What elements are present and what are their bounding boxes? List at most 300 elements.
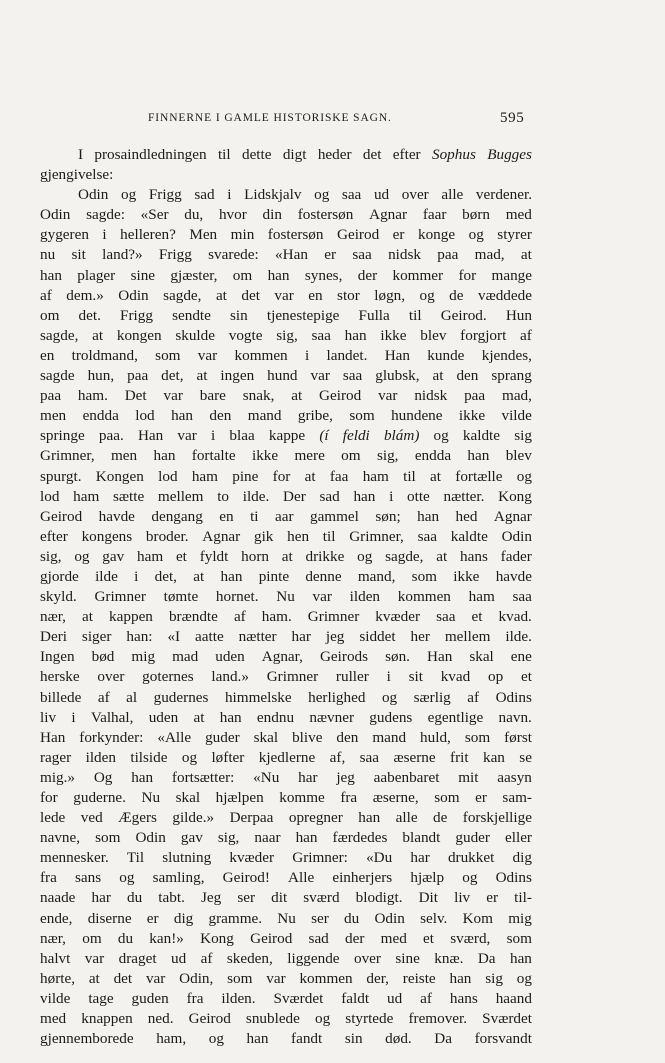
word: Hun [505,306,532,324]
word: skal [253,728,279,746]
word: i [304,346,310,364]
word: om [232,266,253,284]
word: snak, [242,387,275,405]
word: var [274,286,294,304]
text-line [40,708,532,728]
word: at [432,367,444,385]
word: «Han [275,246,308,264]
word: Der [283,487,306,505]
word: ikke [453,567,480,585]
word: sad [319,487,340,505]
word: sagde, [385,547,424,565]
word: over [353,949,381,967]
word: liv [454,889,471,907]
word: Men [189,226,218,244]
text-line [40,888,532,908]
word: forskjellige [462,809,532,827]
word: for [40,789,58,806]
word: eller [505,829,532,847]
word: Frigg [120,306,153,324]
word: han [246,1030,269,1048]
word: jeg [336,768,355,786]
word: hun, [87,367,115,385]
text-line [40,1029,532,1049]
text-line [40,527,532,547]
word: Nu [276,588,295,606]
word: mad, [474,246,505,264]
word: ned. [147,1010,174,1028]
word: en [308,286,323,304]
word: Frigg [158,246,192,264]
word: hundene [391,407,443,425]
word: guder [455,829,490,847]
word: saa [359,748,380,766]
word: som [411,567,437,585]
word: to [217,487,230,505]
word: prosaindledningen [94,146,207,163]
word: af [520,326,532,344]
word: sig [485,969,503,987]
word: var [84,949,105,967]
word: faar [422,206,447,224]
word: har [410,849,430,867]
word: sine [395,949,420,967]
word: naar [254,829,281,847]
word: som [506,929,532,947]
word: at [92,326,104,344]
word: se [519,748,532,766]
word: Kongen [95,467,144,485]
word: paa. [98,427,124,445]
word: er [392,226,405,244]
text-line [40,487,532,507]
word: dem.» [66,286,104,304]
word: er [475,789,487,806]
word: hørte, [40,969,76,987]
word: pinte [258,567,290,585]
word: han [40,266,62,284]
word: kappen [109,608,153,626]
word: pine [232,467,259,485]
word: var [163,387,183,405]
word: nær, [40,929,66,947]
word: at [520,246,532,264]
text-line [40,306,532,326]
word: mand [372,728,407,746]
word: konge [417,226,456,244]
text-line [40,688,532,708]
word: hjælp [410,869,445,887]
word: Geirod [319,387,362,405]
word: tømte [163,588,199,606]
word: einherjers [332,869,393,887]
word: Geirods [319,648,369,666]
word: han [171,407,193,425]
word: aabenbaret [373,768,440,786]
word: I [78,146,84,163]
word: den [209,407,232,425]
word: knæ. [434,949,464,967]
word: Odin [40,206,71,224]
word: sig, [40,547,62,565]
word: ilde. [242,487,270,505]
word: havde [495,567,532,585]
word: blev [505,447,532,465]
word: først [504,728,532,746]
word: for [272,467,291,485]
word: Han [137,427,164,445]
word: som [227,969,253,987]
word: og [516,969,532,987]
word: et [520,668,532,686]
word: paa [40,387,62,405]
word: fortælle [455,467,503,485]
word: vilde [40,989,71,1007]
word: dig [512,849,532,867]
running-head [0,110,665,130]
word: og [208,1030,224,1048]
word: troldmand, [71,346,138,364]
word: ser [237,889,256,907]
word: over [97,668,125,686]
word: springe [40,427,85,445]
word: uden [215,648,245,666]
word: faldt [341,989,370,1007]
text-line [40,366,532,386]
word: paa [127,367,149,385]
text-line [40,929,532,949]
italic-word: blám) [383,427,420,445]
word: færdedes [332,829,388,847]
word: Odins [495,688,532,706]
word: nu [40,246,56,264]
word: til [403,467,416,485]
word: endda [82,407,119,425]
word: at [430,467,442,485]
word: til [322,527,336,545]
word: og [419,286,435,304]
word: drikke [305,547,345,565]
word: ikke [251,447,279,465]
word: ud [171,949,187,967]
word: er [324,246,337,264]
word: har [91,889,111,907]
word: siddet [359,628,396,646]
word: saa [341,186,362,204]
word: Han [40,728,66,746]
word: saa [417,527,437,545]
word: himmelske [224,688,292,706]
word: Odin, [179,969,214,987]
word: og [315,1010,331,1028]
word: drukket [447,849,495,867]
word: ikke [380,326,407,344]
word: naade [40,889,76,907]
word: sværd [303,889,340,907]
word: den [336,728,359,746]
word: endnu [256,708,295,726]
word: mand [247,407,282,425]
word: mange [491,266,532,284]
word: hornet. [215,588,259,606]
word: sig [514,427,532,445]
word: de [449,286,464,304]
text-line [40,949,532,969]
word: nidsk [414,387,448,405]
word: billede [40,688,82,706]
word: mit [458,768,479,786]
word: verdener. [475,186,532,204]
word: denne [305,567,342,585]
word: kvad. [498,608,532,626]
word: til- [514,889,532,907]
word: at [215,286,227,304]
word: kaldte [450,527,488,545]
text-line [40,868,532,888]
word: Og [93,768,113,786]
word: hans [460,547,488,565]
word: dengang [151,507,203,525]
word: af, [329,748,346,766]
word: mellem [444,628,491,646]
word: og [357,547,373,565]
word: herske [40,668,80,686]
word: ved [80,809,103,827]
word: løfter [211,748,245,766]
word: Agnar [202,527,241,545]
word: «I [167,628,181,646]
word: Odins [495,869,532,887]
word: Grimner, [349,527,404,545]
word: broder. [145,527,189,545]
word: sin [344,1030,363,1048]
word: sad [308,929,329,947]
word: Odin [135,829,166,847]
text-line [40,788,532,808]
text-line [40,286,532,306]
word: og [74,547,90,565]
word: Alle [288,869,315,887]
word: han [344,326,367,344]
word: kaldte [462,427,501,445]
word: forsvandt [474,1030,532,1048]
word: søn. [385,648,410,666]
word: han [295,829,318,847]
word: at [291,387,303,405]
word: ilden [349,588,381,606]
word: saa [512,588,532,606]
text-line [40,467,532,487]
word: styrer [497,226,532,244]
text-line [40,828,532,848]
word: der [345,929,365,947]
word: saa [311,326,331,344]
word: ud [387,989,403,1007]
word: de [433,809,448,827]
word: af [40,286,52,304]
word: Kong [200,929,234,947]
word: Han [384,346,410,364]
word: land?» [102,246,143,264]
word: med [380,929,407,947]
word: fra [186,989,204,1007]
word: løgn, [374,286,406,304]
word: kunde [427,346,465,364]
italic-word: (í [319,427,329,445]
word: har [298,768,318,786]
word: uden [148,708,179,726]
word: at [436,547,448,565]
word: gik [253,527,274,545]
word: søn; [375,507,401,525]
word: mig.» [40,768,76,786]
word: opregner [288,809,343,827]
word: goternes [142,668,194,686]
word: gudernes [153,688,209,706]
word: fremover. [408,1010,468,1028]
word: huld, [420,728,451,746]
word: han [449,969,472,987]
word: var [310,367,330,385]
word: synes, [304,266,343,284]
word: det. [78,306,101,324]
text-line [40,768,532,788]
word: som [95,829,121,847]
word: fra [340,789,358,806]
word: tage [88,989,114,1007]
word: du, [184,206,204,224]
word: Da [477,949,496,967]
word: hans [449,989,478,1007]
italic-word: Sophus [431,146,476,163]
word: har [291,628,311,646]
word: aar [274,507,294,525]
word: lede [40,809,66,827]
word: ilden [85,748,116,766]
word: landet. [326,346,368,364]
word: at [88,969,100,987]
word: for [458,266,477,284]
word: at [193,708,205,726]
word: blodigt. [355,889,403,907]
word: Geirod! [222,869,270,887]
word: vilde [501,407,532,425]
word: og [468,226,484,244]
word: gramme. [208,909,263,927]
word: i [211,427,216,445]
word: frit [450,748,469,766]
word: gjæster, [170,266,218,284]
text-line [40,627,532,647]
word: siger [81,628,112,646]
word: kappe [268,427,306,445]
word: var [312,588,332,606]
word: havde [98,507,135,525]
word: hed [455,507,478,525]
word: mad [172,648,199,666]
word: selv. [420,909,448,927]
word: det, [161,367,184,385]
word: Nu [141,789,161,806]
word: nær, [40,608,66,626]
word: Grimner [266,668,319,686]
word: brændte [168,608,218,626]
word: Derpaa [229,809,274,827]
word: sig, [276,326,298,344]
word: nidsk [388,246,421,264]
word: der, [366,969,389,987]
word: mad, [502,387,532,405]
word: forgjort [460,326,507,344]
word: om [341,447,361,465]
word: ser [311,909,329,927]
word: lod [40,487,60,505]
word: gjennemborede [40,1030,134,1048]
text-line [40,446,532,466]
word: hvor [218,206,247,224]
word: Til [126,849,145,867]
word: det [113,969,133,987]
word: var [197,346,218,364]
word: var [177,427,197,445]
text-line [40,989,532,1009]
word: han [353,487,376,505]
word: guder [205,728,240,746]
word: Grimner [94,588,146,606]
word: han [267,266,290,284]
word: sans [75,869,102,887]
word: mennesker. [40,849,109,867]
running-title: FINNERNE I GAMLE HISTORISKE SAGN. [148,112,392,124]
word: og [119,869,135,887]
word: og [314,186,330,204]
word: kommen [397,588,451,606]
word: du [127,889,143,907]
word: diserne [87,909,132,927]
word: Dit [418,889,439,907]
word: som [349,407,375,425]
word: det, [154,567,177,585]
word: om [82,929,102,947]
word: ende, [40,909,73,927]
word: ti [250,507,259,525]
word: og [181,748,198,766]
word: bød [91,648,115,666]
word: blev [420,326,447,344]
text-line [40,326,532,346]
page-number: 595 [500,110,525,126]
text-line [40,205,532,225]
word: et [175,547,187,565]
word: Odin [78,186,109,204]
word: ruller [335,668,369,686]
text-line [40,426,532,446]
word: min [230,226,255,244]
word: sit [408,668,423,686]
word: gudens [369,708,413,726]
word: Kom [462,909,493,927]
word: i [227,186,232,204]
word: han: [126,628,153,646]
word: kan [482,748,505,766]
word: fortsætter: [171,768,235,786]
word: kan!» [149,929,184,947]
text-line [40,587,532,607]
word: nætter. [443,487,485,505]
word: i [102,226,107,244]
word: sit [71,246,86,264]
word: kommer [392,266,444,284]
